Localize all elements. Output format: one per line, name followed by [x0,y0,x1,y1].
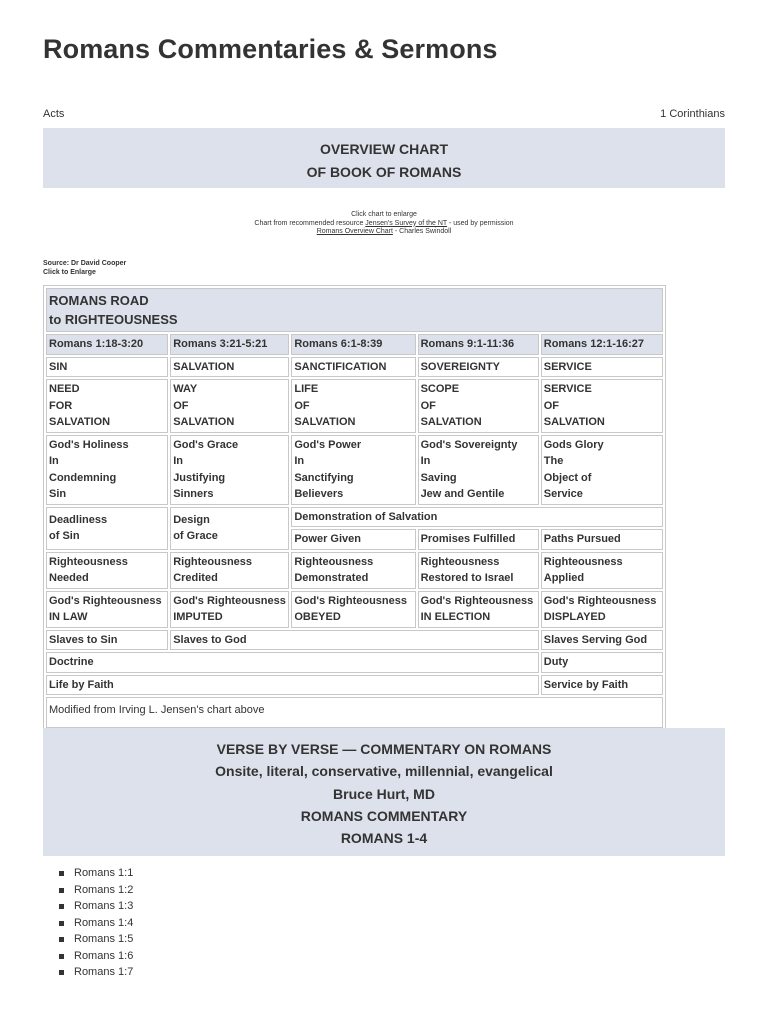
ref-cell: Romans 1:18-3:20 [46,334,168,355]
righteousness-cell [46,552,168,589]
list-item [59,898,133,915]
cell-line: SERVICE [543,383,592,395]
ref-cell: Romans 6:1-8:39 [291,334,415,355]
ref-cell: Romans 3:21-5:21 [170,334,289,355]
commentary-heading: VERSE BY VERSE — COMMENTARY ON ROMANS [216,741,552,757]
cell-line: Righteousness [294,555,374,568]
cell-line: In [420,455,431,467]
cell-line: In [173,455,183,467]
slaves-to-god-cell: Slaves to God [170,630,539,651]
need-cell [170,379,289,433]
ref-cell: Romans 9:1-11:36 [418,334,539,355]
cell-line: SALVATION [49,416,111,428]
cell-line: NEED [49,383,80,395]
attribute-cell [291,435,415,505]
chart-credits [43,211,725,237]
need-cell [46,379,168,433]
need-cell [541,379,663,433]
life-by-faith-cell: Life by Faith [46,675,539,696]
cell-line: Credited [173,572,218,584]
attribute-cell [46,435,168,505]
demonstration-cell: Demonstration of Salvation [291,507,663,528]
cell-line: In [294,455,305,467]
verse-link[interactable]: Romans 1:2 [74,883,134,896]
duty-cell: Duty [541,652,663,673]
cell-line: Design [173,513,210,526]
slaves-serving-god-cell: Slaves Serving God [541,630,663,651]
source-enlarge-link[interactable]: Click to Enlarge [43,268,96,276]
gods-righteousness-cell [170,591,289,628]
cell-line: IMPUTED [173,611,223,623]
cell-line: DISPLAYED [543,611,606,623]
gods-righteousness-cell [418,591,539,628]
jensen-survey-link[interactable]: Jensen's Survey of the NT [365,219,448,227]
list-item [59,964,133,981]
click-to-enlarge-text: Click chart to enlarge [351,211,417,218]
cell-line: of Grace [173,530,218,542]
cell-line: FOR [49,399,73,412]
list-item [59,882,133,899]
prev-book-link[interactable]: Acts [43,108,65,120]
cell-line: Righteousness [543,555,623,568]
righteousness-cell [541,552,663,589]
cell-line: SALVATION [294,416,356,428]
verse-link[interactable]: Romans 1:1 [74,867,134,879]
verse-link[interactable]: Romans 1:3 [74,900,134,912]
cell-line: God's Sovereignty [420,438,518,451]
attribute-cell [418,435,539,505]
cell-line: of Sin [49,530,80,542]
righteousness-cell [170,552,289,589]
commentary-panel [43,728,725,856]
cell-line: Sinners [173,488,214,500]
bullet-icon [59,970,64,975]
cell-line: SALVATION [543,416,605,428]
cell-line: Justifying [173,471,226,484]
cell-line: OF [543,399,560,412]
deadliness-cell [46,507,168,550]
cell-line: OF [420,399,436,412]
cell-line: OF [173,399,189,412]
next-book-link[interactable]: 1 Corinthians [660,108,725,120]
swindoll-credit [43,228,725,237]
bullet-icon [59,937,64,942]
cell-line: Righteousness [420,555,500,568]
page-title: Romans Commentaries & Sermons [43,34,498,64]
cell-line: OF [294,399,310,412]
cell-line: Condemning [49,471,117,484]
cell-line: LIFE [294,383,319,395]
cell-line: Restored to Israel [420,572,514,584]
verse-link[interactable]: Romans 1:4 [74,916,134,929]
resource-suffix: - used by permission [447,219,514,227]
romans-road-table [43,285,666,731]
cell-line: Jew and Gentile [420,488,505,500]
list-item [59,948,133,965]
swindoll-suffix: - Charles Swindoll [392,228,452,235]
table-note: Modified from Irving L. Jensen's chart above [46,697,663,728]
cell-line: The [543,455,564,467]
bullet-icon [59,871,64,876]
cell-line: God's Holiness [49,438,129,451]
resource-credit [43,220,725,229]
list-item [59,865,133,882]
overview-title-line-1: OVERVIEW CHART [319,141,449,157]
cell-line: God's Righteousness [543,594,657,607]
cell-line: God's Righteousness [294,594,407,607]
cell-line: Gods Glory [543,438,604,451]
cell-line: Needed [49,572,89,584]
paths-cell: Paths Pursued [541,529,663,550]
commentary-author: Bruce Hurt, MD [333,785,435,802]
theme-cell: SOVEREIGNTY [418,357,539,378]
list-item [59,915,133,932]
resource-prefix: Chart from recommended resource [254,219,366,227]
bullet-icon [59,921,64,926]
cell-line: Demonstrated [294,572,369,584]
cell-line: OBEYED [294,611,341,623]
slaves-to-sin-cell: Slaves to Sin [46,630,168,651]
design-cell [170,507,289,550]
overview-chart-panel [43,128,725,188]
cell-line: Believers [294,488,344,500]
commentary-range: ROMANS 1-4 [340,830,428,847]
bullet-icon [59,888,64,893]
cell-line: Righteousness [49,555,128,568]
cell-line: Applied [543,572,585,584]
cell-line: SALVATION [420,416,482,428]
cell-line: WAY [173,383,198,395]
cell-line: Deadliness [49,513,108,526]
verse-link[interactable]: Romans 1:7 [74,966,134,978]
need-cell [291,379,415,433]
cell-line: In [49,455,59,467]
cell-line: SCOPE [420,383,460,395]
cell-line: Saving [420,471,457,484]
cell-line: Object of [543,471,592,484]
romans-road-header [46,288,663,332]
attribute-cell [541,435,663,505]
theme-cell: SALVATION [170,357,289,378]
cell-line: God's Grace [173,438,239,451]
theme-cell: SIN [46,357,168,378]
cell-line: God's Righteousness [420,594,534,607]
cell-line: Sanctifying [294,471,354,484]
gods-righteousness-cell [291,591,415,628]
cell-line: God's Righteousness [49,594,162,607]
verse-link[interactable]: Romans 1:5 [74,933,134,945]
commentary-subheading: Onsite, literal, conservative, millennial, evangelical [215,763,553,780]
righteousness-cell [291,552,415,589]
romans-overview-chart-link[interactable]: Romans Overview Chart [316,228,393,235]
overview-title-line-2: OF BOOK OF ROMANS [306,164,462,180]
theme-cell: SANCTIFICATION [291,357,415,378]
need-cell [418,379,539,433]
righteousness-cell [418,552,539,589]
ref-cell: Romans 12:1-16:27 [541,334,663,355]
power-cell: Power Given [291,529,415,550]
cell-line: Service [543,488,583,500]
bullet-icon [59,904,64,909]
cell-line: Righteousness [173,555,253,568]
header-line: to RIGHTEOUSNESS [49,312,178,327]
promises-cell: Promises Fulfilled [418,529,539,550]
verse-list [59,865,133,981]
gods-righteousness-cell [46,591,168,628]
list-item [59,931,133,948]
cell-line: IN LAW [49,611,88,623]
theme-cell: SERVICE [541,357,663,378]
bullet-icon [59,954,64,959]
source-note [43,260,126,277]
cell-line: SALVATION [173,416,235,428]
header-line: ROMANS ROAD [49,293,149,308]
doctrine-cell: Doctrine [46,652,539,673]
cell-line: Sin [49,488,67,500]
source-author: Source: Dr David Cooper [43,260,127,267]
commentary-title: ROMANS COMMENTARY [300,807,468,824]
service-by-faith-cell: Service by Faith [541,675,663,696]
cell-line: IN ELECTION [420,611,491,623]
cell-line: God's Power [294,438,362,451]
attribute-cell [170,435,289,505]
cell-line: God's Righteousness [173,594,286,607]
gods-righteousness-cell [541,591,663,628]
verse-link[interactable]: Romans 1:6 [74,949,134,962]
